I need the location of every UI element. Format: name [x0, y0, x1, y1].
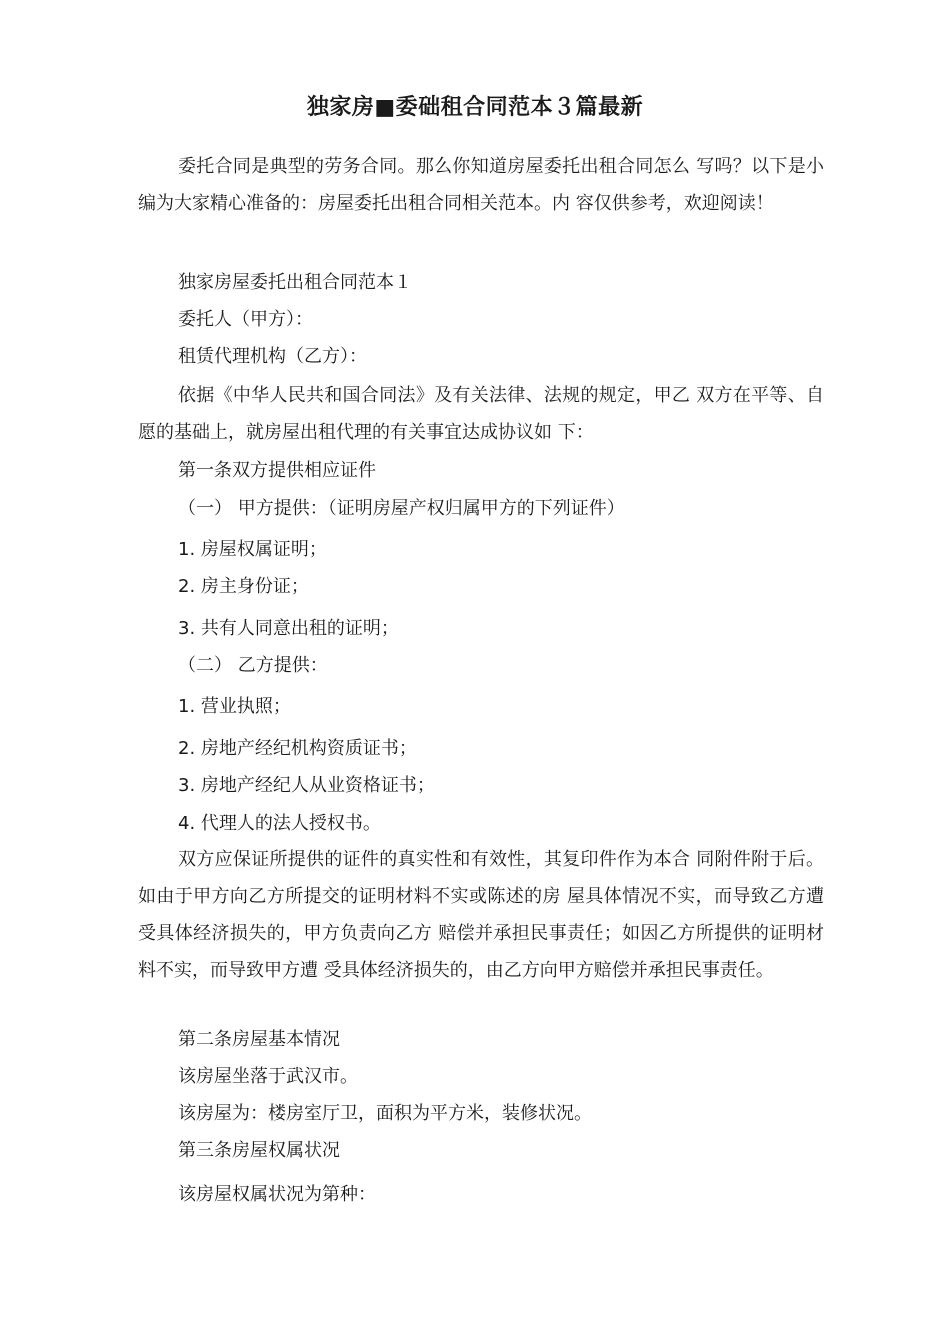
b-item-3: 3. 房地产经纪人从业资格证书； — [178, 775, 435, 796]
a-item-2: 2. 房主身份证； — [178, 576, 309, 597]
guarantee-paragraph: 双方应保证所提供的证件的真实性和有效性，其复印件作为本合 同附件附于后。如由于甲方向乙方所提交的证明材料不实或陈述的房 屋具体情况不实，而导致乙方遭受具体经济损失的，甲方负责向乙方 赔偿并承担民事责任；如因乙方所提供的证明材料不实，而导致甲方遭 受具体经济损失的，由乙方向甲方赔偿并承担民事责任。 — [138, 849, 824, 981]
basis-paragraph: 依据《中华人民共和国合同法》及有关法律、法规的规定，甲乙 双方在平等、自愿的基础上，就房屋出租代理的有关事宜达成协议如 下： — [138, 385, 824, 443]
a-item-1: 1. 房屋权属证明； — [178, 539, 327, 560]
section-title: 独家房屋委托出租合同范本１ — [178, 272, 412, 293]
layout-line: 该房屋为：楼房室厅卫，面积为平方米，装修状况。 — [178, 1103, 592, 1124]
article-1-title: 第一条双方提供相应证件 — [178, 460, 376, 481]
location-line: 该房屋坐落于武汉市。 — [178, 1066, 358, 1087]
ownership-line: 该房屋权属状况为第种： — [178, 1184, 376, 1205]
article-2-title: 第二条房屋基本情况 — [178, 1029, 340, 1050]
document-title: 独家房■委础租合同范本３篇最新 — [306, 95, 644, 120]
b-item-4: 4. 代理人的法人授权书。 — [178, 813, 381, 834]
article-3-title: 第三条房屋权属状况 — [178, 1140, 340, 1161]
a-item-3: 3. 共有人同意出租的证明； — [178, 618, 399, 639]
b-item-2: 2. 房地产经纪机构资质证书； — [178, 738, 417, 759]
party-a-line: 委托人（甲方）： — [178, 309, 313, 330]
party-b-line: 租赁代理机构（乙方）： — [178, 346, 367, 367]
party-a-provides: （一） 甲方提供：（证明房屋产权归属甲方的下列证件） — [178, 498, 625, 519]
b-item-1: 1. 营业执照； — [178, 696, 291, 717]
intro-paragraph: 委托合同是典型的劳务合同。那么你知道房屋委托出租合同怎么 写吗？以下是小编为大家精心准备的：房屋委托出租合同相关范本。内 容仅供参考，欢迎阅读！ — [138, 156, 824, 214]
party-b-provides: （二） 乙方提供： — [178, 655, 328, 676]
